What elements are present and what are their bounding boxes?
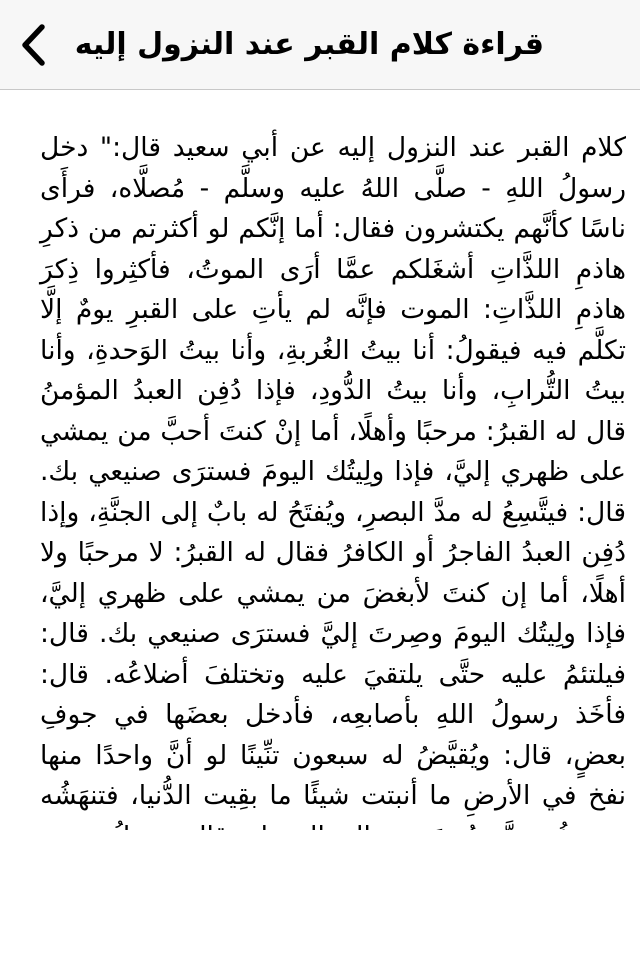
back-button[interactable] [6,16,62,74]
bottom-blank-area [0,830,640,960]
article-body: كلام القبر عند النزول إليه عن أبي سعيد قال:" دخل رسولُ اللهِ - صلَّى اللهُ عليه وسلَّم - مُصلَّاه، فرأَى ناسًا كأنَّهم يكتشرون فقال: أما إنَّكم لو أكثرتم من ذكرِ هاذمِ اللذَّاتِ أشغَلكم عمَّا أرَى الموتُ، فأكثِروا ذِكرَ هاذمِ اللذَّاتِ: الموت فإنَّه لم يأتِ على القبرِ يومٌ إلَّا تكلَّم فيه فيقولُ: أنا بيتُ الغُربةِ، وأنا بيتُ الوَحدةِ، وأنا بيتُ التُّرابِ، وأنا بيتُ الدُّودِ، فإذا دُفِن العبدُ المؤمنُ قال له القبرُ: مرحبًا وأهلًا، أما إنْ كنتَ أحبَّ من يمشي على ظهري إليَّ، فإذا ولِيتُك اليومَ فسترَى صنيعي بك. قال: فيتَّسِعُ له مدَّ البصرِ، ويُفتَحُ له بابٌ إلى الجنَّةِ، وإذا دُفِن العبدُ الفاجرُ أو الكافرُ فقال له القبرُ: لا مرحبًا ولا أهلًا، أما إن كنتَ لأبغضَ من يمشي على ظهري إليَّ، فإذا ولِيتُك اليومَ وصِرتَ إليَّ فسترَى صنيعي بك. قال: فيلتئمُ عليه حتَّى يلتقيَ عليه وتختلفَ أضلاعُه. قال: فأخَذ رسولُ اللهِ بأصابعِه، فأدخل بعضَها في جوفِ بعضٍ، قال: ويُقيَّضُ له سبعون تنِّينًا لو أنَّ واحدًا منها نفخ في الأرضِ ما أنبتت شيئًا ما بقِيت الدُّنيا، فتنهَشُه [40,132,626,811]
navigation-bar [0,0,640,90]
article-scroll-view[interactable] [0,90,640,830]
chevron-left-icon [18,22,50,68]
page-title: قراءة كلام القبر عند النزول إليه [74,27,544,62]
